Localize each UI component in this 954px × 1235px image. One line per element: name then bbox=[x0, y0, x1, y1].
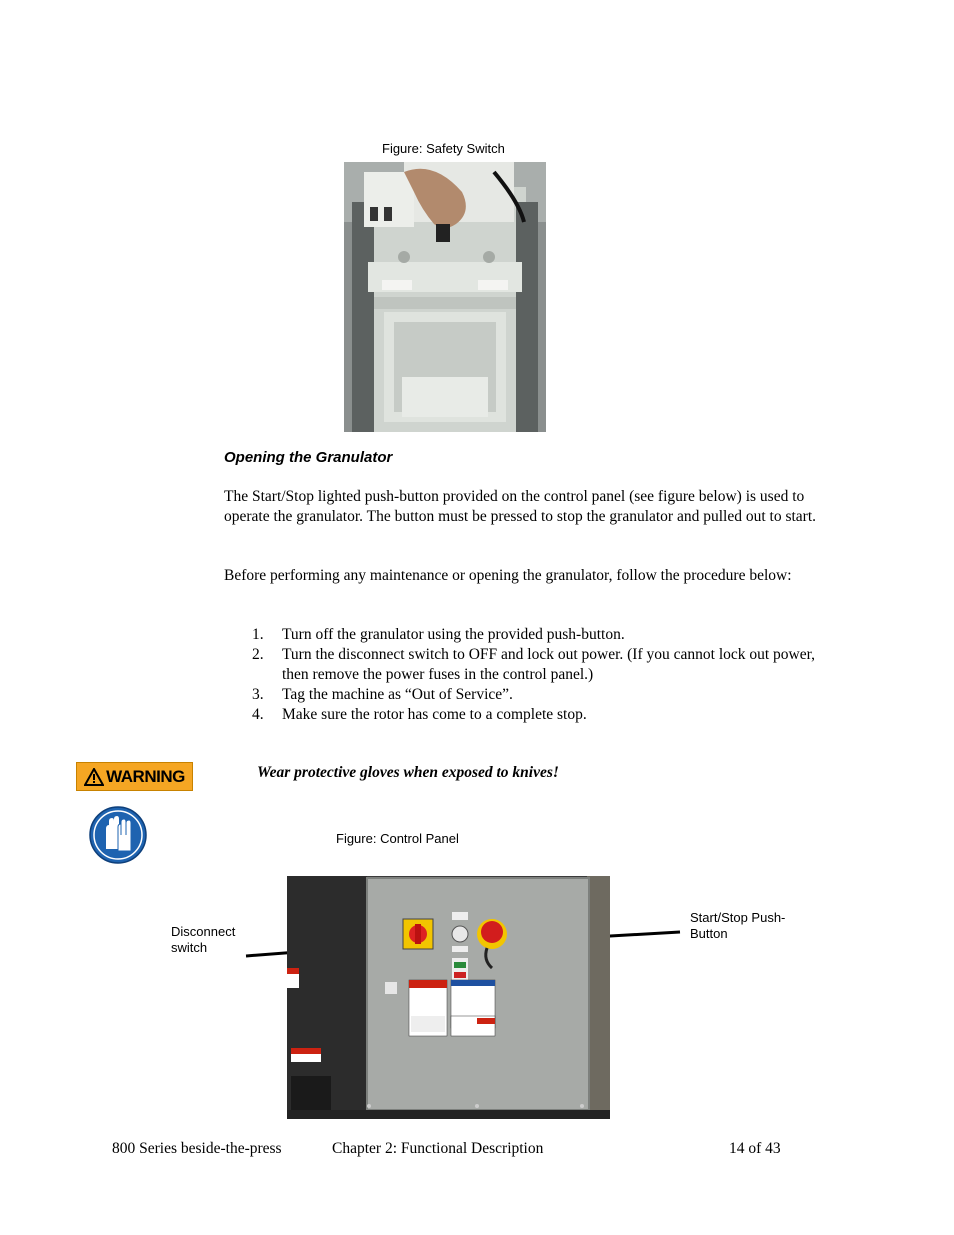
footer-page-number: 14 of 43 bbox=[729, 1140, 781, 1157]
section-heading: Opening the Granulator bbox=[224, 449, 393, 466]
callout-start-stop-button: Start/Stop Push-Button bbox=[690, 910, 786, 941]
control-panel-photo bbox=[287, 876, 610, 1119]
list-item: 2. Turn the disconnect switch to OFF and lock out power. (If you cannot lock out power, then remove the power fuses in the control panel.) bbox=[252, 646, 816, 683]
list-item: 3. Tag the machine as “Out of Service”. bbox=[252, 686, 513, 703]
list-item: 4. Make sure the rotor has come to a complete stop. bbox=[252, 706, 587, 723]
paragraph-start-stop: The Start/Stop lighted push-button provided on the control panel (see figure below) is used to operate the granulator. The button must be pressed to stop the granulator and pulled out to start. bbox=[224, 488, 817, 525]
warning-badge: WARNING bbox=[76, 762, 193, 791]
footer-document-title: 800 Series beside-the-press bbox=[112, 1140, 282, 1157]
figure-caption-control-panel: Figure: Control Panel bbox=[336, 831, 459, 846]
list-item: 1. Turn off the granulator using the provided push-button. bbox=[252, 626, 625, 643]
figure-caption-safety-switch: Figure: Safety Switch bbox=[382, 141, 505, 156]
footer-chapter: Chapter 2: Functional Description bbox=[332, 1140, 544, 1157]
callout-disconnect-switch: Disconnect switch bbox=[171, 924, 236, 955]
paragraph-procedure-intro: Before performing any maintenance or opening the granulator, follow the procedure below: bbox=[224, 567, 792, 584]
warning-text: Wear protective gloves when exposed to knives! bbox=[257, 764, 559, 781]
